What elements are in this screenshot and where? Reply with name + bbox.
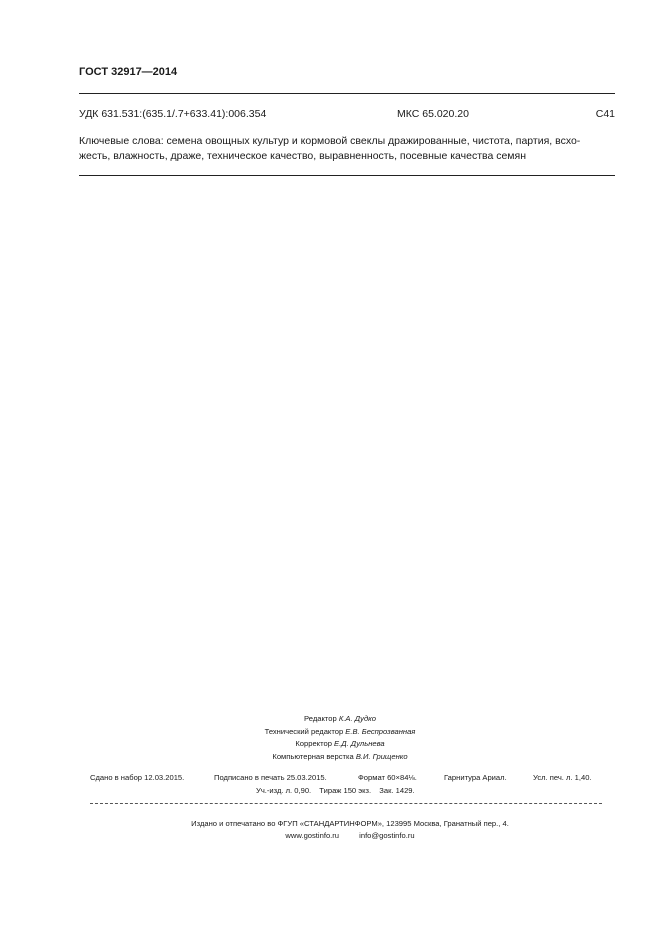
credit-editor	[200, 713, 480, 726]
credit-proofreader	[200, 738, 480, 751]
print-info-line-2	[256, 784, 421, 797]
publisher-line: Издано и отпечатано во ФГУП «СТАНДАРТИНФОРМ», 123995 Москва, Гранатный пер., 4.	[191, 819, 509, 828]
credit-name: В.И. Грищенко	[355, 751, 408, 761]
keywords-rule	[79, 175, 615, 176]
email-link[interactable]: info@gostinfo.ru	[359, 831, 415, 840]
submitted-date: Сдано в набор 12.03.2015.	[90, 773, 185, 782]
credit-role: Технический редактор	[264, 726, 346, 736]
typeface: Гарнитура Ариал.	[444, 773, 507, 782]
print-run: Тираж 150 экз.	[319, 786, 372, 795]
classification-row	[79, 108, 615, 122]
publisher-contacts	[130, 830, 570, 842]
dashed-divider	[90, 803, 602, 804]
print-sheets: Усл. печ. л. 1,40.	[533, 773, 592, 782]
credits-block	[200, 713, 480, 763]
credit-layout	[200, 751, 480, 764]
order-number: Зак. 1429.	[379, 786, 415, 795]
keywords-line-2: жесть, влажность, драже, техническое качество, выравненность, посевные качества семян	[79, 150, 527, 162]
credit-role: Корректор	[295, 739, 335, 748]
keywords-block	[79, 134, 619, 164]
credit-name: Е.Д. Дульнева	[334, 739, 385, 748]
keywords-line-1: Ключевые слова: семена овощных культур и кормовой свеклы дражированные, чистота, партия, всхо-	[79, 135, 581, 147]
paper-format: Формат 60×84⅛.	[358, 773, 417, 782]
standard-number: ГОСТ 32917—2014	[79, 66, 178, 78]
mks-code: МКС 65.020.20	[397, 108, 469, 120]
credit-role: Компьютерная верстка	[272, 751, 356, 761]
credit-tech-editor	[200, 726, 480, 739]
header-rule	[79, 93, 615, 94]
publishing-sheets: Уч.-изд. л. 0,90.	[256, 786, 312, 795]
print-info-block	[90, 771, 610, 795]
signed-date: Подписано в печать 25.03.2015.	[214, 773, 327, 782]
okstu-code: С41	[595, 108, 615, 120]
publisher-block	[130, 818, 570, 842]
credit-name: Е.В. Беспрозванная	[345, 726, 416, 736]
udk-code: УДК 631.531:(635.1/.7+633.41):006.354	[79, 108, 267, 120]
print-info-line-1	[90, 771, 610, 784]
website-link[interactable]: www.gostinfo.ru	[285, 831, 340, 840]
credit-role: Редактор	[304, 714, 339, 723]
credit-name: К.А. Дудко	[338, 714, 376, 723]
